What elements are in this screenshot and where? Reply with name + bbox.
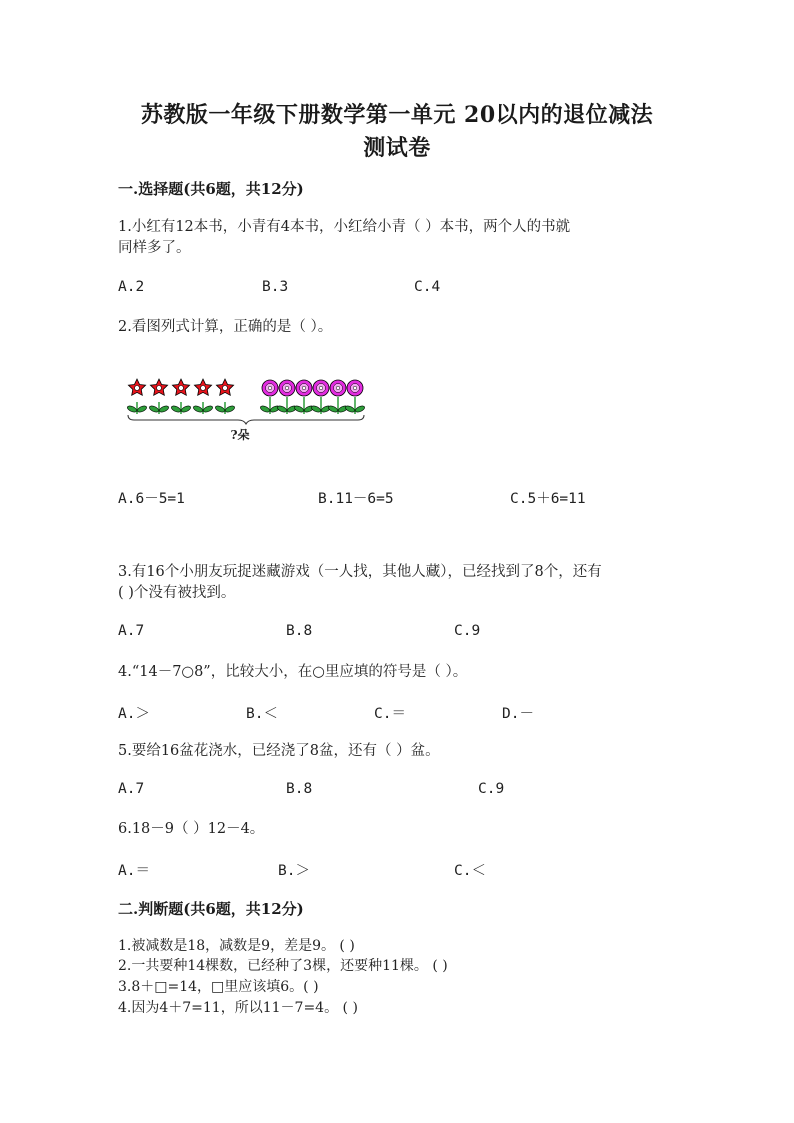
judge-item-3: 3.8＋□=14，□里应该填6。( ) — [118, 979, 319, 995]
question-3-text: 3.有16个小朋友玩捉迷藏游戏（一人找，其他人藏），已经找到了8个，还有 — [118, 564, 602, 580]
question-6-option-a[interactable]: A.＝ — [118, 863, 150, 879]
question-1-option-c[interactable]: C.4 — [414, 279, 441, 295]
red-flower-icon — [214, 379, 235, 414]
judge-item-4: 4.因为4＋7=11，所以11－7=4。 ( ) — [118, 1000, 358, 1016]
red-flower-icon — [126, 379, 147, 414]
question-5-option-c[interactable]: C.9 — [478, 781, 505, 797]
question-2-text: 2.看图列式计算，正确的是（ ）。 — [118, 319, 333, 335]
red-flower-icon — [170, 379, 191, 414]
question-1-text-cont: 同样多了。 — [118, 240, 191, 256]
pink-flower-icon — [259, 380, 280, 414]
question-1-text: 1.小红有12本书，小青有4本书，小红给小青（ ）本书，两个人的书就 — [118, 219, 571, 235]
question-2-option-c[interactable]: C.5＋6=11 — [510, 491, 586, 507]
question-6-option-b[interactable]: B.＞ — [278, 863, 310, 879]
question-6-option-c[interactable]: C.＜ — [454, 863, 486, 879]
flowers-figure — [122, 372, 372, 452]
judge-item-2: 2.一共要种14棵数，已经种了3棵，还要种11棵。 ( ) — [118, 958, 448, 974]
question-3-option-c[interactable]: C.9 — [454, 623, 481, 639]
question-3-option-a[interactable]: A.7 — [118, 623, 145, 639]
question-1-option-b[interactable]: B.3 — [262, 279, 289, 295]
pink-flower-icon — [293, 380, 314, 414]
section-heading-choice: 一.选择题(共6题，共12分) — [118, 180, 304, 198]
question-4-option-b[interactable]: B.＜ — [246, 706, 278, 722]
pink-flower-icon — [327, 380, 348, 414]
red-flowers — [126, 379, 235, 414]
question-4-option-a[interactable]: A.＞ — [118, 706, 150, 722]
pink-flowers — [259, 380, 365, 414]
question-2-option-b[interactable]: B.11－6=5 — [318, 491, 394, 507]
question-6-text: 6.18－9（ ）12－4。 — [118, 821, 265, 837]
pink-flower-icon — [344, 380, 365, 414]
question-3-text-cont: ( )个没有被找到。 — [118, 585, 236, 601]
question-1-option-a[interactable]: A.2 — [118, 279, 145, 295]
question-4-option-c[interactable]: C.＝ — [374, 706, 406, 722]
question-3-option-b[interactable]: B.8 — [286, 623, 313, 639]
pink-flower-icon — [276, 380, 297, 414]
page-title-line2: 测试卷 — [363, 135, 431, 161]
question-5-text: 5.要给16盆花浇水，已经浇了8盆，还有（ ）盆。 — [118, 743, 440, 759]
pink-flower-icon — [310, 380, 331, 414]
question-4-text: 4.“14－7○8”，比较大小，在○里应填的符号是（ ）。 — [118, 664, 468, 680]
page-title: 苏教版一年级下册数学第一单元 20以内的退位减法 — [140, 102, 654, 128]
brace-icon — [128, 415, 364, 424]
section-heading-judge: 二.判断题(共6题，共12分) — [118, 900, 304, 918]
question-2-option-a[interactable]: A.6－5=1 — [118, 491, 185, 507]
question-5-option-b[interactable]: B.8 — [286, 781, 313, 797]
question-5-option-a[interactable]: A.7 — [118, 781, 145, 797]
figure-label: ?朵 — [230, 428, 250, 442]
judge-item-1: 1.被减数是18，减数是9，差是9。 ( ) — [118, 938, 355, 954]
red-flower-icon — [148, 379, 169, 414]
question-4-option-d[interactable]: D.－ — [502, 706, 534, 722]
red-flower-icon — [192, 379, 213, 414]
